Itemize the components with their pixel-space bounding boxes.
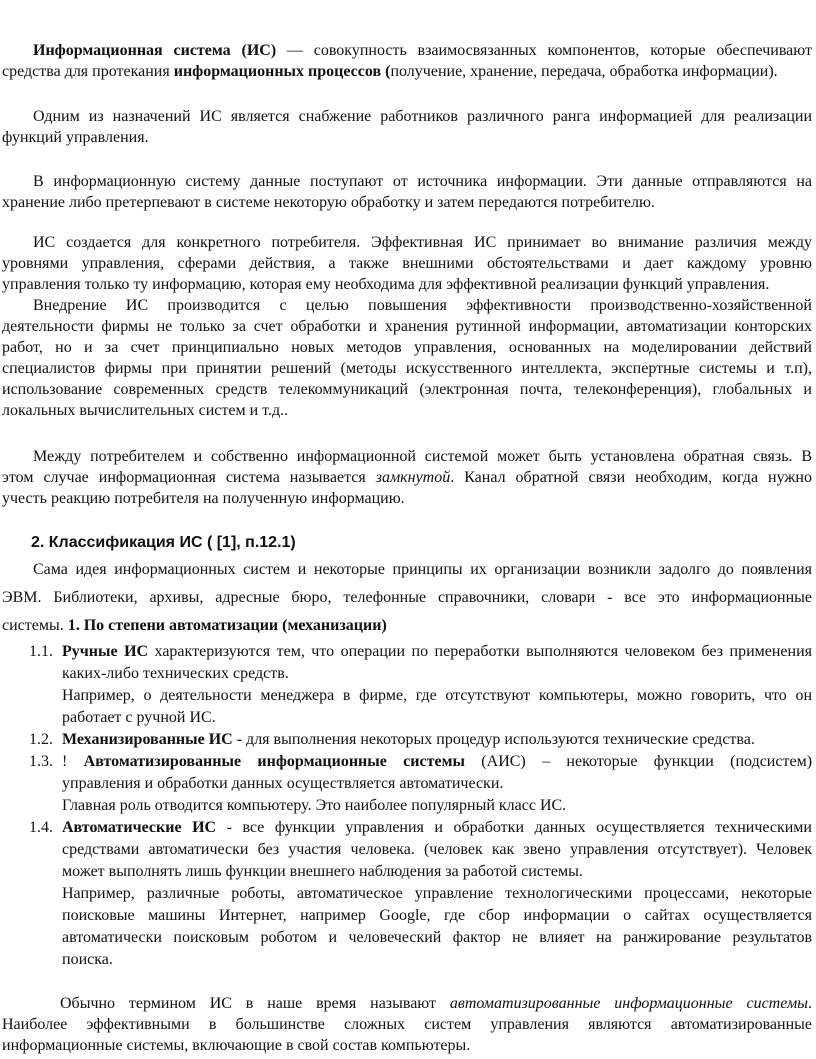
list-item <box>2 641 812 729</box>
item-number: 1.2. <box>29 731 53 748</box>
text-line: Наиболее эффективными в большинстве сложных систем управления являются автоматизированные <box>2 1016 812 1033</box>
text-line: автоматически поисковым роботом и человеческий фактор не влияет на ранжирование результатов <box>62 929 812 946</box>
text-span: ! <box>62 753 84 770</box>
text-span: Обычно термином ИС в наше время называют <box>60 995 450 1012</box>
text-line: поисковые машины Интернет, например Google, где сбор информации о сайтах осуществляется <box>62 907 812 924</box>
section-heading: 2. Классификация ИС ( [1], п.12.1) <box>31 534 296 551</box>
text-line: Между потребителем и собственно информационной системой может быть установлена обратная связь. В <box>33 448 812 465</box>
item-term: Автоматизированные информационные системы <box>83 753 465 770</box>
paragraph-data-flow <box>2 171 812 213</box>
list-item <box>2 729 812 751</box>
text-line: ЭВМ. Библиотеки, архивы, адресные бюро, телефонные справочники, словари - все это информационные <box>2 589 812 606</box>
text-span: для выполнения некоторых процедур используются технические средства. <box>242 731 755 748</box>
text-span: . Канал обратной связи необходим, когда нужно <box>450 469 812 486</box>
item-term: Ручные ИС <box>62 643 149 660</box>
text-span: (АИС) – некоторые функции (подсистем) <box>464 753 813 770</box>
text-line <box>2 993 812 1014</box>
text-span: системы. <box>2 617 68 634</box>
text-line <box>62 641 812 663</box>
text-line <box>62 817 812 839</box>
text-span: средства для протекания <box>2 63 174 80</box>
text-line: каких-либо технических средств. <box>62 665 289 682</box>
text-line: поиска. <box>62 951 113 968</box>
paragraph-implementation <box>2 295 812 421</box>
text-line: управления только ту информацию, которая ему необходима для эффективной реализации функций управления. <box>2 276 770 293</box>
item-number: 1.1. <box>29 643 53 660</box>
text-line: использование современных средств телекоммуникаций (электронная почта, телеконференция), глобальных и <box>2 381 812 398</box>
term-ais: автоматизированные информационные системы <box>449 995 808 1012</box>
term-closed: замкнутой <box>375 469 451 486</box>
text-span: получение, хранение, передача, обработка информации). <box>390 63 778 80</box>
term-info-processes: информационных процессов ( <box>173 63 391 80</box>
text-line: ИС создается для конкретного потребителя. Эффективная ИС принимает во внимание различия между <box>33 234 812 251</box>
text-line: Например, о деятельности менеджера в фирме, где отсутствуют компьютеры, можно говорить, что он <box>62 687 812 704</box>
item-term: Механизированные ИС - <box>62 731 243 748</box>
text-line: уровнями управления, сферами действия, а также внешними обстоятельствами и дает каждому уровню <box>2 255 812 272</box>
paragraph-consumer <box>2 232 812 295</box>
text-line: локальных вычислительных систем и т.д.. <box>2 402 289 419</box>
text-line: работает с ручной ИС. <box>62 709 216 726</box>
text-line <box>2 40 812 61</box>
text-span: . <box>808 995 812 1012</box>
text-line: функций управления. <box>2 129 149 146</box>
text-line: хранение либо претерпевают в системе некоторую обработку и затем передаются потребителю. <box>2 194 655 211</box>
classification-list <box>2 641 812 971</box>
text-line: В информационную систему данные поступают от источника информации. Эти данные отправляются на <box>33 173 812 190</box>
text-line: может выполнять лишь функции внешнего наблюдения за работой системы. <box>62 863 583 880</box>
text-line: информационные системы, включающие в свой состав компьютеры. <box>2 1037 471 1054</box>
paragraph-definition <box>2 40 812 82</box>
text-line: работ, но и за счет принципиально новых методов управления, основанных на моделировании действий <box>2 339 812 356</box>
text-span: характеризуются тем, что операции по переработки выполняются человеком без применения <box>148 643 813 660</box>
text-line <box>2 612 812 640</box>
term-is: Информационная система (ИС) <box>33 42 277 59</box>
paragraph-history <box>2 556 812 640</box>
text-line: управления и обработки данных осуществляется автоматически. <box>62 775 504 792</box>
text-span: - все функции управления и обработки данных осуществляется техническими <box>216 819 812 836</box>
text-line: средствами автоматически без участия человека. (человек как звено управления отсутствует). Человек <box>62 841 812 858</box>
text-line: специалистов фирмы при принятии решений (методы искусственного интеллекта, экспертные системы и т.п), <box>2 360 812 377</box>
paragraph-purpose <box>2 106 812 148</box>
text-line: Внедрение ИС производится с целью повышения эффективности производственно-хозяйственной <box>33 297 812 314</box>
subsection-title: 1. По степени автоматизации (механизации) <box>67 617 387 634</box>
item-number: 1.4. <box>29 819 53 836</box>
text-line <box>2 467 812 488</box>
item-term: Автоматические ИС <box>62 819 217 836</box>
text-line <box>2 61 812 82</box>
text-span: этом случае информационная система называется <box>2 469 376 486</box>
text-line: Например, различные роботы, автоматическое управление технологическими процессами, некоторые <box>62 885 812 902</box>
text-line: Сама идея информационных систем и некоторые принципы их организации возникли задолго до появления <box>33 561 812 578</box>
text-line: Одним из назначений ИС является снабжение работников различного ранга информацией для реализации <box>33 108 812 125</box>
text-line <box>62 729 812 751</box>
text-line: деятельности фирмы не только за счет обработки и хранения рутинной информации, автоматизации конторских <box>2 318 812 335</box>
paragraph-conclusion <box>2 993 812 1056</box>
list-item <box>2 817 812 971</box>
paragraph-feedback <box>2 446 812 509</box>
list-item <box>2 751 812 817</box>
text-line: учесть реакцию потребителя на полученную информацию. <box>2 490 405 507</box>
text-line <box>62 751 812 773</box>
text-line: Главная роль отводится компьютеру. Это наиболее популярный класс ИС. <box>62 797 567 814</box>
text-span: — совокупность взаимосвязанных компонентов, которые обеспечивают <box>276 42 812 59</box>
item-number: 1.3. <box>29 753 53 770</box>
